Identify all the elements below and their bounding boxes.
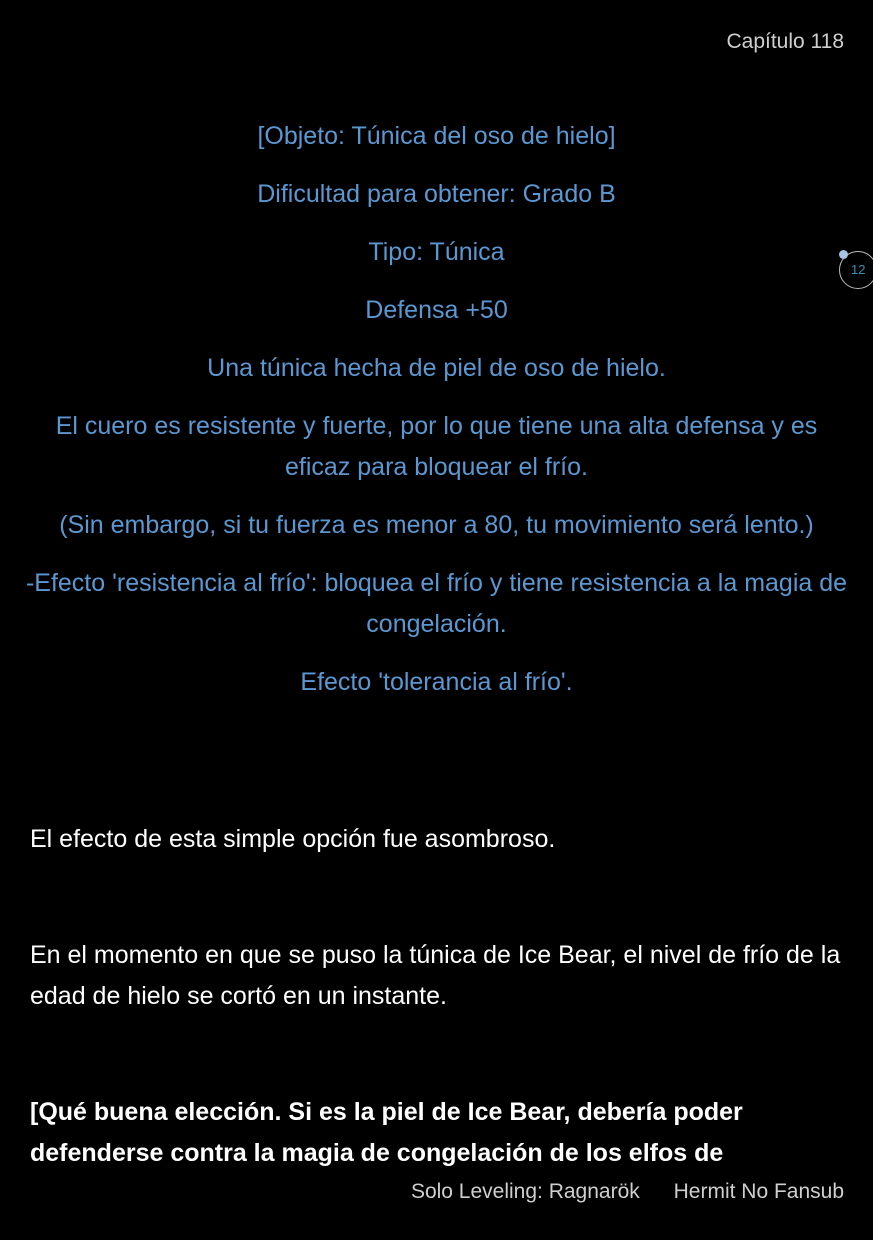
item-line: Dificultad para obtener: Grado B (257, 180, 616, 208)
item-description-box (20, 116, 853, 720)
item-line: (Sin embargo, si tu fuerza es menor a 80, tu movimiento será lento.) (59, 511, 814, 539)
item-line: Una túnica hecha de piel de oso de hielo. (207, 354, 666, 382)
footer (383, 1180, 844, 1204)
paragraph-text: En el momento en que se puso la túnica de Ice Bear, el nivel de frío de la edad de hielo se cortó en un instante. (30, 941, 841, 1010)
translator-name: Hermit No Fansub (673, 1180, 844, 1203)
paragraph-text: El efecto de esta simple opción fue asombroso. (30, 825, 556, 853)
item-line: Tipo: Túnica (368, 238, 505, 266)
paragraph (30, 819, 845, 860)
paragraph (30, 1092, 845, 1174)
paragraph (30, 935, 845, 1017)
item-line: [Objeto: Túnica del oso de hielo] (257, 122, 616, 150)
item-line: Efecto 'tolerancia al frío'. (300, 668, 573, 696)
chapter-title: Capítulo 118 (726, 30, 844, 53)
item-line: El cuero es resistente y fuerte, por lo que tiene una alta defensa y es eficaz para bloquear el frío. (55, 412, 818, 481)
paragraph-text: [Qué buena elección. Si es la piel de Ice Bear, debería poder defenderse contra la magia de congelación de los elfos de (30, 1098, 743, 1167)
novel-title: Solo Leveling: Ragnarök (410, 1180, 640, 1203)
item-line: -Efecto 'resistencia al frío': bloquea el frío y tiene resistencia a la magia de congelación. (25, 569, 848, 638)
comment-count: 12 (851, 262, 866, 277)
item-line: Defensa +50 (365, 296, 508, 324)
